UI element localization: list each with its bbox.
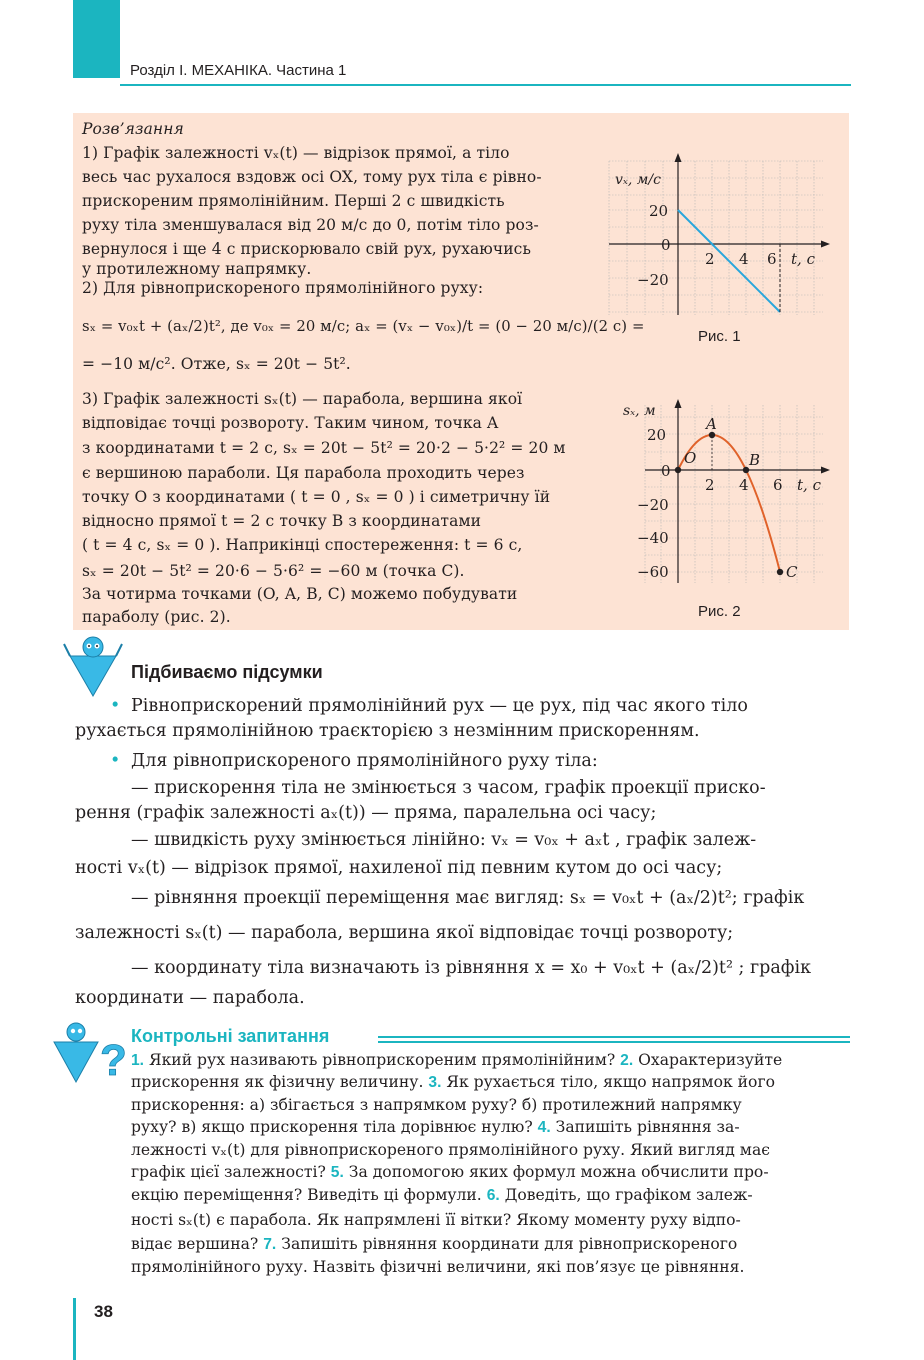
x-tick-label: 2 bbox=[705, 476, 715, 494]
summary-line: координати — парабола. bbox=[75, 988, 305, 1008]
running-header: Розділ I. МЕХАНІКА. Частина 1 bbox=[130, 62, 347, 79]
solution-line: 3) Графік залежності sₓ(t) — парабола, вершина якої bbox=[82, 390, 523, 408]
solution-line: 1) Графік залежності vₓ(t) — відрізок прямої, а тіло bbox=[82, 144, 510, 162]
svg-text:?: ? bbox=[100, 1036, 127, 1085]
question-line: прямолінійного руху. Назвіть фізичні величини, які пов’язує це рівняння. bbox=[131, 1258, 745, 1276]
y-tick-label: −20 bbox=[637, 271, 669, 289]
question-line: графік цієї залежності? 5. За допомогою яких формул можна обчислити про- bbox=[131, 1163, 769, 1181]
figure-2-caption: Рис. 2 bbox=[698, 603, 741, 620]
x-tick-label: 4 bbox=[739, 250, 749, 268]
question-line: ності sₓ(t) є парабола. Як напрямлені її вітки? Якому моменту руху відпо- bbox=[131, 1211, 741, 1229]
summary-line: — прискорення тіла не змінюється з часом, графік проекції приско- bbox=[131, 778, 766, 798]
solution-line: параболу (рис. 2). bbox=[82, 608, 231, 626]
figure-1-caption: Рис. 1 bbox=[698, 328, 741, 345]
solution-line: sₓ = 20t − 5t² = 20·6 − 5·6² = −60 м (точка C). bbox=[82, 562, 465, 580]
point-label-o: O bbox=[684, 449, 697, 467]
y-axis-arrow bbox=[675, 399, 682, 408]
bullet-icon: • bbox=[110, 751, 121, 771]
solution-line: точку O з координатами ( t = 0 , sₓ = 0 ) і симетричну їй bbox=[82, 488, 551, 506]
x-tick-label: 2 bbox=[705, 250, 715, 268]
y-tick-label: 20 bbox=[649, 202, 669, 220]
summary-line: ності vₓ(t) — відрізок прямої, нахиленої під певним кутом до осі часу; bbox=[75, 858, 723, 878]
solution-line: у протилежному напрямку. bbox=[82, 260, 312, 278]
solution-formula: sₓ = v₀ₓt + (aₓ/2)t², де v₀ₓ = 20 м/с; aₓ = (vₓ − v₀ₓ)/t = (0 − 20 м/с)/(2 с) = bbox=[82, 318, 645, 335]
point-label-b: B bbox=[749, 451, 761, 469]
x-axis-label: t, с bbox=[791, 250, 815, 268]
x-tick-label: 6 bbox=[773, 476, 783, 494]
solution-line: 2) Для рівноприскореного прямолінійного руху: bbox=[82, 279, 484, 297]
solution-line: з координатами t = 2 с, sₓ = 20t − 5t² = 20·2 − 5·2² = 20 м bbox=[82, 439, 566, 457]
question-line: екцію переміщення? Виведіть ці формули. 6. Доведіть, що графіком залеж- bbox=[131, 1186, 753, 1204]
summary-bullet bbox=[110, 693, 120, 719]
summary-line: Для рівноприскореного прямолінійного руху тіла: bbox=[131, 751, 598, 771]
question-line: руху? в) якщо прискорення тіла дорівнює нулю? 4. Запишіть рівняння за- bbox=[131, 1118, 740, 1136]
summary-line: — швидкість руху змінюється лінійно: vₓ = v₀ₓ + aₓt , графік залеж- bbox=[131, 830, 757, 850]
question-line: прискорення: а) збігається з напрямком руху? б) протилежний напрямку bbox=[131, 1096, 742, 1114]
solution-line: За чотирма точками (O, A, B, C) можемо побудувати bbox=[82, 585, 518, 603]
summary-line: рухається прямолінійною траєкторією з незмінним прискоренням. bbox=[75, 721, 700, 741]
solution-line: руху тіла зменшувалася від 20 м/с до 0, потім тіло роз- bbox=[82, 216, 539, 234]
point-label-c: C bbox=[786, 563, 798, 581]
header-rule bbox=[120, 84, 851, 86]
mascot-icon bbox=[62, 634, 124, 700]
solution-line: весь час рухалося вздовж осі OX, тому рух тіла є рівно- bbox=[82, 168, 542, 186]
solution-line: ( t = 4 с, sₓ = 0 ). Наприкінці спостереження: t = 6 с, bbox=[82, 536, 523, 554]
x-axis-arrow bbox=[821, 467, 830, 474]
x-tick-label: 6 bbox=[767, 250, 777, 268]
x-tick-label: 4 bbox=[739, 476, 749, 494]
solution-formula: = −10 м/с². Отже, sₓ = 20t − 5t². bbox=[82, 355, 351, 373]
y-tick-label: 20 bbox=[647, 426, 667, 444]
solution-title: Розв’язання bbox=[82, 120, 184, 138]
solution-line: прискореним прямолінійним. Перші 2 с швидкість bbox=[82, 192, 505, 210]
summary-line: — координату тіла визначають із рівняння x = x₀ + v₀ₓt + (aₓ/2)t² ; графік bbox=[131, 958, 812, 978]
page-number: 38 bbox=[94, 1302, 113, 1321]
y-axis-label: vₓ, м/с bbox=[615, 172, 661, 188]
x-axis-label: t, с bbox=[797, 476, 821, 494]
summary-line: — рівняння проекції переміщення має вигляд: sₓ = v₀ₓt + (aₓ/2)t²; графік bbox=[131, 888, 805, 908]
solution-line: відносно прямої t = 2 с точку B з координатами bbox=[82, 512, 482, 530]
summary-line: рення (графік залежності aₓ(t)) — пряма, паралельна осі часу; bbox=[75, 803, 657, 823]
question-line: 1. Який рух називають рівноприскореним прямолінійним? 2. Охарактеризуйте bbox=[131, 1051, 783, 1069]
mascot-question-icon bbox=[50, 1020, 130, 1088]
y-axis-arrow bbox=[675, 153, 682, 162]
question-line: відає вершина? 7. Запишіть рівняння координати для рівноприскореного bbox=[131, 1235, 738, 1253]
summary-bullet bbox=[110, 748, 120, 774]
summary-title: Підбиваємо підсумки bbox=[131, 662, 323, 682]
solution-line: є вершиною параболи. Ця парабола проходить через bbox=[82, 464, 525, 482]
questions-title: Контрольні запитання bbox=[131, 1026, 330, 1046]
y-axis-label: sₓ, м bbox=[623, 403, 656, 419]
summary-line: залежності sₓ(t) — парабола, вершина якої відповідає точці розвороту; bbox=[75, 923, 734, 943]
point-label-a: A bbox=[706, 415, 717, 433]
summary-line: Рівноприскорений прямолінійний рух — це рух, під час якого тіло bbox=[131, 696, 748, 716]
point-c bbox=[777, 569, 783, 575]
y-tick-label: −60 bbox=[637, 563, 669, 581]
solution-line: відповідає точці розвороту. Таким чином, точка A bbox=[82, 414, 499, 432]
graph-grid bbox=[645, 405, 823, 583]
chapter-tab bbox=[73, 0, 120, 78]
y-tick-label: 0 bbox=[661, 462, 671, 480]
question-line: лежності vₓ(t) для рівноприскореного прямолінійного руху. Який вигляд має bbox=[131, 1141, 770, 1159]
velocity-graph bbox=[605, 150, 845, 330]
x-axis-arrow bbox=[821, 241, 830, 248]
displacement-graph bbox=[605, 395, 845, 595]
page-number-bar bbox=[73, 1298, 76, 1360]
y-tick-label: −20 bbox=[637, 496, 669, 514]
bullet-icon: • bbox=[110, 696, 121, 716]
title-rule-bottom bbox=[378, 1041, 850, 1043]
solution-line: вернулося і ще 4 с прискорювало свій рух, рухаючись bbox=[82, 240, 531, 258]
point-o bbox=[675, 467, 681, 473]
question-line: прискорення як фізичну величину. 3. Як рухається тіло, якщо напрямок його bbox=[131, 1073, 775, 1091]
title-rule-top bbox=[378, 1036, 850, 1038]
y-tick-label: 0 bbox=[661, 236, 671, 254]
y-tick-label: −40 bbox=[637, 529, 669, 547]
